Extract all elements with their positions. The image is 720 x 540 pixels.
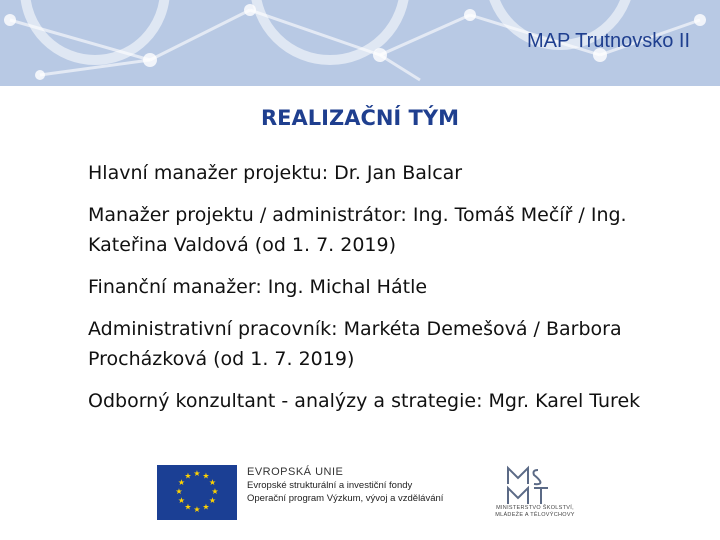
list-item: Administrativní pracovník: Markéta Demešová / Barbora Procházková (od 1. 7. 2019): [88, 318, 622, 370]
eu-title: EVROPSKÁ UNIE: [247, 466, 344, 478]
slide-title: REALIZAČNÍ TÝM: [261, 106, 459, 130]
svg-text:★: ★: [177, 478, 186, 487]
list-item: Manažer projektu / administrátor: Ing. Tomáš Mečíř / Ing. Kateřina Valdová (od 1. 7. 2019): [88, 204, 627, 256]
msmt-line-1: MINISTERSTVO ŠKOLSTVÍ,: [496, 505, 574, 511]
svg-text:★: ★: [193, 469, 201, 478]
eu-program-line: Operační program Výzkum, vývoj a vzdělávání: [247, 493, 444, 504]
eu-stars-icon: [157, 465, 237, 520]
svg-text:★: ★: [211, 487, 219, 496]
list-item: Hlavní manažer projektu: Dr. Jan Balcar: [88, 162, 463, 184]
svg-text:★: ★: [175, 487, 183, 496]
svg-text:★: ★: [184, 502, 192, 512]
svg-text:★: ★: [177, 496, 186, 505]
svg-text:★: ★: [208, 478, 217, 487]
team-list: [88, 158, 648, 428]
msmt-line-2: MLÁDEŽE A TĚLOVÝCHOVY: [495, 512, 575, 518]
svg-text:★: ★: [202, 502, 210, 512]
svg-text:★: ★: [202, 471, 210, 481]
eu-flag-icon: [157, 465, 237, 520]
eu-logo-text: [247, 466, 443, 505]
brand-title: MAP Trutnovsko II: [526, 30, 690, 52]
eu-fund-line: Evropské strukturální a investiční fondy: [247, 480, 413, 491]
list-item: Odborný konzultant - analýzy a strategie: Mgr. Karel Turek: [88, 390, 641, 412]
svg-text:★: ★: [184, 471, 192, 481]
msmt-logo-text: [480, 505, 590, 519]
header-banner: [0, 0, 720, 86]
svg-text:★: ★: [193, 505, 201, 514]
svg-text:★: ★: [208, 496, 217, 505]
list-item: Finanční manažer: Ing. Michal Hátle: [88, 276, 428, 298]
